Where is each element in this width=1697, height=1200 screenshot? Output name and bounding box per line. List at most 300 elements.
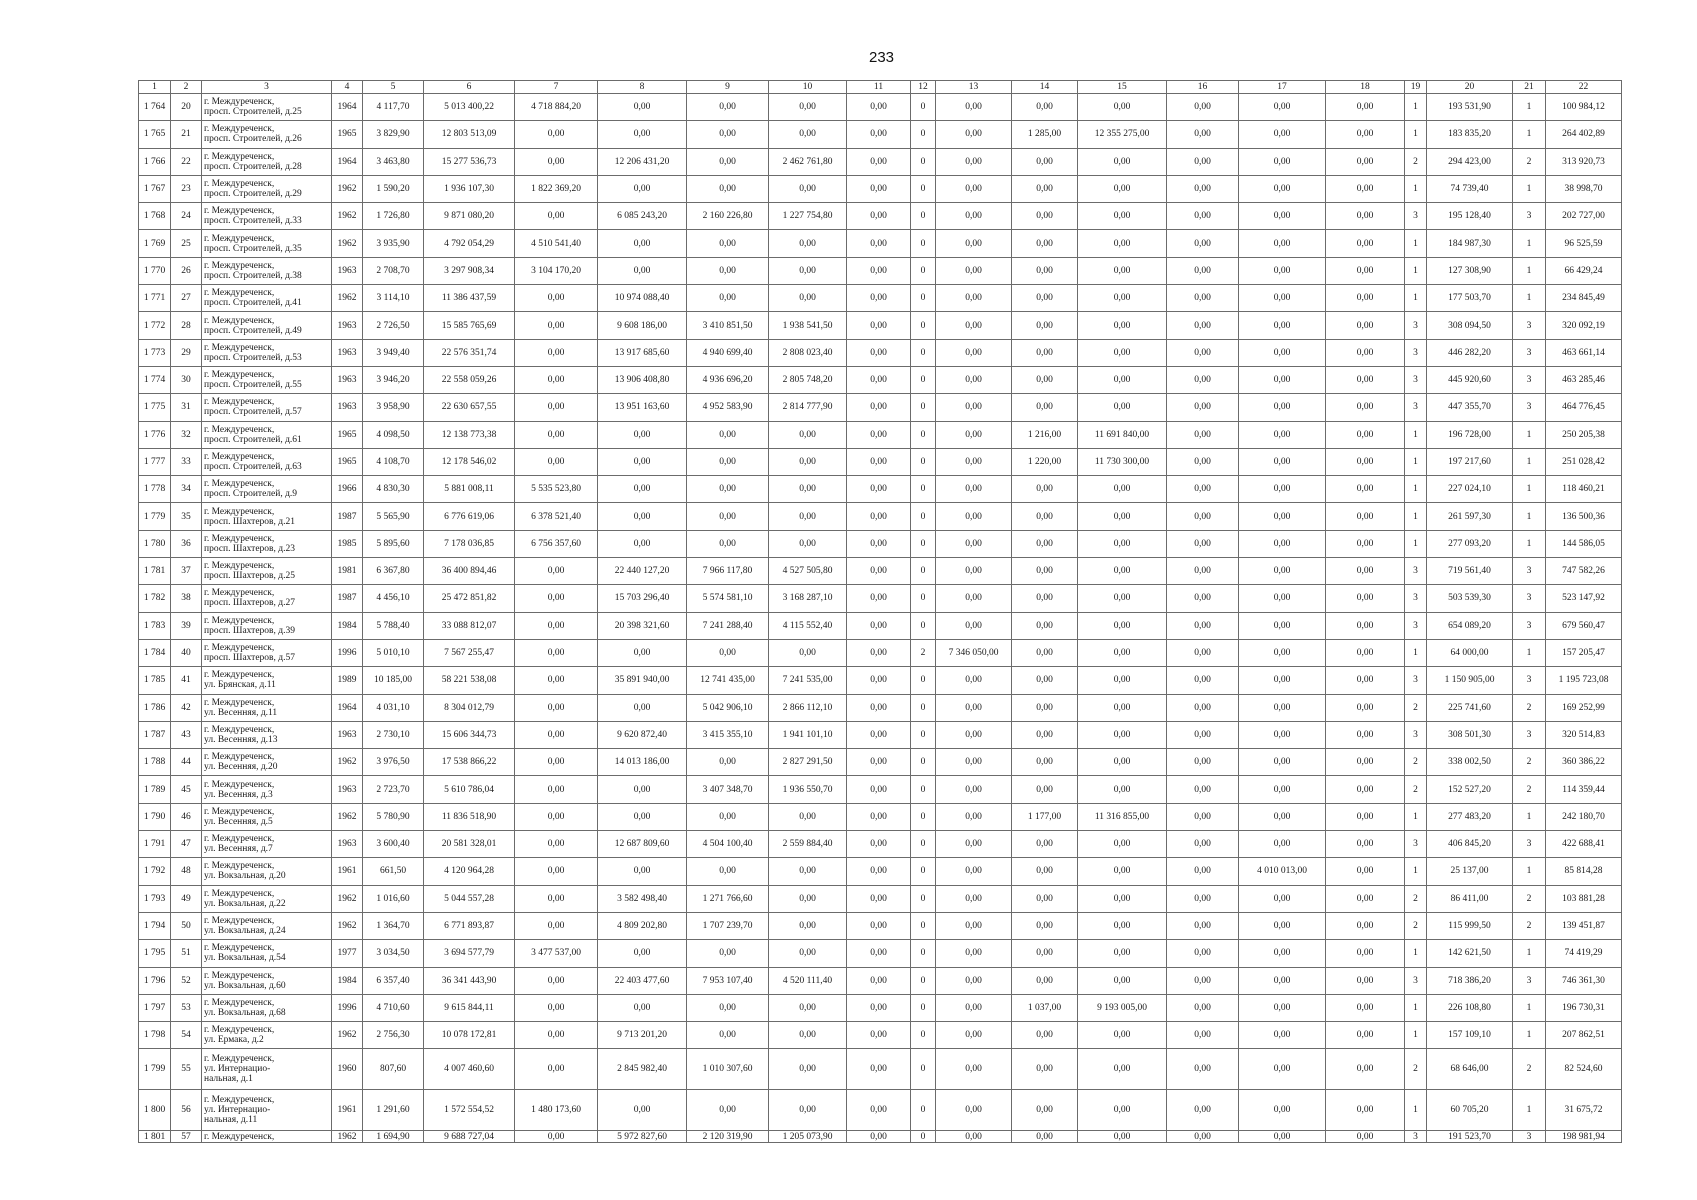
cell-cost-col-9: 0,00 — [687, 994, 769, 1021]
cell-count-col-21: 3 — [1513, 366, 1546, 393]
cell-cost-col-11: 0,00 — [847, 612, 911, 639]
cell-cost-col-20: 226 108,80 — [1427, 994, 1513, 1021]
cell-area: 1 291,60 — [363, 1090, 424, 1131]
cell-cost-col-22: 38 998,70 — [1546, 175, 1622, 202]
cell-total-cost: 22 576 351,74 — [424, 339, 515, 366]
cell-cost-col-7: 3 477 537,00 — [515, 940, 598, 967]
cell-cost-col-15: 0,00 — [1078, 203, 1167, 230]
cell-cost-col-17: 0,00 — [1239, 885, 1326, 912]
cell-area: 661,50 — [363, 858, 424, 885]
cell-cost-col-17: 0,00 — [1239, 257, 1326, 284]
cell-row-index: 1 769 — [139, 230, 171, 257]
cell-item-number: 30 — [171, 366, 202, 393]
cell-total-cost: 25 472 851,82 — [424, 585, 515, 612]
cell-cost-col-13: 0,00 — [936, 1090, 1012, 1131]
cell-cost-col-18: 0,00 — [1326, 1022, 1405, 1049]
cell-cost-col-22: 523 147,92 — [1546, 585, 1622, 612]
cell-count-col-21: 3 — [1513, 1131, 1546, 1143]
cell-count-col-12: 0 — [911, 558, 936, 585]
cell-count-col-19: 1 — [1405, 1022, 1427, 1049]
cell-cost-col-10: 0,00 — [769, 503, 847, 530]
cell-cost-col-16: 0,00 — [1167, 175, 1239, 202]
cell-year-built: 1964 — [332, 148, 363, 175]
cell-cost-col-8: 20 398 321,60 — [598, 612, 687, 639]
cell-row-index: 1 777 — [139, 448, 171, 475]
cell-total-cost: 22 558 059,26 — [424, 366, 515, 393]
cell-cost-col-15: 0,00 — [1078, 831, 1167, 858]
cell-count-col-19: 2 — [1405, 749, 1427, 776]
cell-cost-col-15: 0,00 — [1078, 585, 1167, 612]
table-row — [139, 366, 1622, 393]
cell-count-col-21: 1 — [1513, 476, 1546, 503]
cell-cost-col-20: 718 386,20 — [1427, 967, 1513, 994]
cell-cost-col-10: 0,00 — [769, 121, 847, 148]
cell-cost-col-9: 0,00 — [687, 940, 769, 967]
cell-cost-col-15: 11 316 855,00 — [1078, 803, 1167, 830]
cell-cost-col-17: 0,00 — [1239, 994, 1326, 1021]
cell-total-cost: 9 615 844,11 — [424, 994, 515, 1021]
cell-cost-col-17: 0,00 — [1239, 339, 1326, 366]
cell-count-col-12: 0 — [911, 967, 936, 994]
cell-cost-col-7: 0,00 — [515, 203, 598, 230]
cell-cost-col-11: 0,00 — [847, 312, 911, 339]
cell-cost-col-18: 0,00 — [1326, 776, 1405, 803]
cell-item-number: 44 — [171, 749, 202, 776]
cell-address: г. Междуреченск, ул. Вокзальная, д.24 — [202, 912, 332, 939]
cell-cost-col-10: 0,00 — [769, 94, 847, 121]
cell-cost-col-13: 0,00 — [936, 967, 1012, 994]
cell-count-col-21: 3 — [1513, 831, 1546, 858]
cell-cost-col-9: 3 407 348,70 — [687, 776, 769, 803]
table-row — [139, 967, 1622, 994]
cell-count-col-19: 2 — [1405, 885, 1427, 912]
cell-cost-col-18: 0,00 — [1326, 421, 1405, 448]
cell-cost-col-16: 0,00 — [1167, 203, 1239, 230]
cell-item-number: 56 — [171, 1090, 202, 1131]
cell-year-built: 1984 — [332, 612, 363, 639]
cell-cost-col-22: 250 205,38 — [1546, 421, 1622, 448]
cell-row-index: 1 800 — [139, 1090, 171, 1131]
cell-year-built: 1963 — [332, 366, 363, 393]
cell-cost-col-16: 0,00 — [1167, 448, 1239, 475]
cell-area: 3 935,90 — [363, 230, 424, 257]
cell-row-index: 1 788 — [139, 749, 171, 776]
cell-cost-col-16: 0,00 — [1167, 558, 1239, 585]
cell-cost-col-7: 4 718 884,20 — [515, 94, 598, 121]
cell-address: г. Междуреченск, просп. Шахтеров, д.21 — [202, 503, 332, 530]
cell-cost-col-10: 0,00 — [769, 421, 847, 448]
cell-cost-col-8: 0,00 — [598, 803, 687, 830]
table-row — [139, 639, 1622, 666]
cell-row-index: 1 784 — [139, 639, 171, 666]
cell-year-built: 1977 — [332, 940, 363, 967]
cell-address: г. Междуреченск, ул. Весенняя, д.3 — [202, 776, 332, 803]
cell-cost-col-8: 2 845 982,40 — [598, 1049, 687, 1090]
cell-item-number: 40 — [171, 639, 202, 666]
cell-cost-col-18: 0,00 — [1326, 503, 1405, 530]
cell-cost-col-8: 22 440 127,20 — [598, 558, 687, 585]
cell-cost-col-10: 2 462 761,80 — [769, 148, 847, 175]
cell-count-col-12: 0 — [911, 94, 936, 121]
cell-year-built: 1964 — [332, 94, 363, 121]
cell-cost-col-22: 242 180,70 — [1546, 803, 1622, 830]
cell-count-col-19: 1 — [1405, 530, 1427, 557]
cell-cost-col-10: 2 808 023,40 — [769, 339, 847, 366]
cell-cost-col-10: 3 168 287,10 — [769, 585, 847, 612]
cell-cost-col-9: 2 160 226,80 — [687, 203, 769, 230]
table-row — [139, 312, 1622, 339]
cell-cost-col-16: 0,00 — [1167, 1131, 1239, 1143]
cell-cost-col-8: 9 620 872,40 — [598, 721, 687, 748]
cell-area: 3 958,90 — [363, 394, 424, 421]
cell-cost-col-10: 0,00 — [769, 803, 847, 830]
cell-row-index: 1 783 — [139, 612, 171, 639]
cell-cost-col-8: 13 917 685,60 — [598, 339, 687, 366]
cell-cost-col-16: 0,00 — [1167, 885, 1239, 912]
cell-cost-col-17: 0,00 — [1239, 94, 1326, 121]
table-row — [139, 1090, 1622, 1131]
cell-item-number: 46 — [171, 803, 202, 830]
cell-area: 6 357,40 — [363, 967, 424, 994]
cell-count-col-12: 0 — [911, 858, 936, 885]
cell-count-col-12: 0 — [911, 803, 936, 830]
cell-area: 2 723,70 — [363, 776, 424, 803]
cell-cost-col-17: 0,00 — [1239, 1090, 1326, 1131]
cell-address: г. Междуреченск, ул. Весенняя, д.5 — [202, 803, 332, 830]
cell-total-cost: 36 341 443,90 — [424, 967, 515, 994]
cell-cost-col-17: 0,00 — [1239, 476, 1326, 503]
cell-cost-col-7: 0,00 — [515, 639, 598, 666]
cell-area: 5 788,40 — [363, 612, 424, 639]
cell-cost-col-18: 0,00 — [1326, 721, 1405, 748]
cell-item-number: 55 — [171, 1049, 202, 1090]
cell-cost-col-17: 0,00 — [1239, 503, 1326, 530]
cell-cost-col-15: 0,00 — [1078, 175, 1167, 202]
cell-area: 3 114,10 — [363, 285, 424, 312]
cell-cost-col-18: 0,00 — [1326, 121, 1405, 148]
cell-item-number: 39 — [171, 612, 202, 639]
cell-cost-col-22: 234 845,49 — [1546, 285, 1622, 312]
cell-year-built: 1962 — [332, 175, 363, 202]
data-table — [138, 80, 1622, 1143]
cell-address: г. Междуреченск, просп. Строителей, д.57 — [202, 394, 332, 421]
cell-cost-col-20: 1 150 905,00 — [1427, 667, 1513, 694]
cell-cost-col-16: 0,00 — [1167, 257, 1239, 284]
cell-cost-col-7: 0,00 — [515, 667, 598, 694]
cell-item-number: 24 — [171, 203, 202, 230]
cell-cost-col-13: 0,00 — [936, 1049, 1012, 1090]
cell-total-cost: 1 936 107,30 — [424, 175, 515, 202]
cell-area: 3 600,40 — [363, 831, 424, 858]
cell-cost-col-8: 12 206 431,20 — [598, 148, 687, 175]
cell-cost-col-8: 0,00 — [598, 503, 687, 530]
cell-year-built: 1962 — [332, 285, 363, 312]
cell-cost-col-22: 196 730,31 — [1546, 994, 1622, 1021]
cell-cost-col-18: 0,00 — [1326, 667, 1405, 694]
table-row — [139, 476, 1622, 503]
cell-cost-col-9: 0,00 — [687, 148, 769, 175]
cell-total-cost: 11 836 518,90 — [424, 803, 515, 830]
cell-cost-col-22: 31 675,72 — [1546, 1090, 1622, 1131]
cell-cost-col-10: 0,00 — [769, 994, 847, 1021]
cell-cost-col-18: 0,00 — [1326, 749, 1405, 776]
cell-value-col-14: 0,00 — [1012, 694, 1078, 721]
cell-cost-col-17: 0,00 — [1239, 803, 1326, 830]
cell-address: г. Междуреченск, просп. Строителей, д.63 — [202, 448, 332, 475]
column-header-21: 21 — [1513, 81, 1546, 94]
cell-cost-col-16: 0,00 — [1167, 667, 1239, 694]
cell-cost-col-10: 0,00 — [769, 639, 847, 666]
table-row — [139, 394, 1622, 421]
cell-cost-col-10: 4 527 505,80 — [769, 558, 847, 585]
cell-cost-col-11: 0,00 — [847, 967, 911, 994]
cell-year-built: 1963 — [332, 776, 363, 803]
cell-count-col-12: 0 — [911, 721, 936, 748]
table-row — [139, 721, 1622, 748]
cell-cost-col-18: 0,00 — [1326, 1049, 1405, 1090]
cell-cost-col-13: 0,00 — [936, 94, 1012, 121]
cell-cost-col-18: 0,00 — [1326, 257, 1405, 284]
cell-area: 6 367,80 — [363, 558, 424, 585]
cell-cost-col-13: 0,00 — [936, 285, 1012, 312]
cell-year-built: 1985 — [332, 530, 363, 557]
cell-cost-col-11: 0,00 — [847, 285, 911, 312]
cell-row-index: 1 789 — [139, 776, 171, 803]
cell-cost-col-16: 0,00 — [1167, 394, 1239, 421]
cell-cost-col-17: 0,00 — [1239, 831, 1326, 858]
cell-cost-col-20: 142 621,50 — [1427, 940, 1513, 967]
cell-year-built: 1962 — [332, 749, 363, 776]
cell-area: 4 710,60 — [363, 994, 424, 1021]
cell-cost-col-22: 251 028,42 — [1546, 448, 1622, 475]
cell-cost-col-20: 183 835,20 — [1427, 121, 1513, 148]
cell-cost-col-16: 0,00 — [1167, 912, 1239, 939]
cell-value-col-14: 0,00 — [1012, 831, 1078, 858]
cell-cost-col-9: 0,00 — [687, 803, 769, 830]
cell-total-cost: 4 120 964,28 — [424, 858, 515, 885]
cell-cost-col-15: 0,00 — [1078, 148, 1167, 175]
cell-cost-col-15: 0,00 — [1078, 885, 1167, 912]
cell-cost-col-16: 0,00 — [1167, 803, 1239, 830]
cell-cost-col-7: 0,00 — [515, 776, 598, 803]
cell-value-col-14: 0,00 — [1012, 312, 1078, 339]
table-row — [139, 940, 1622, 967]
cell-cost-col-18: 0,00 — [1326, 476, 1405, 503]
cell-cost-col-9: 5 042 906,10 — [687, 694, 769, 721]
cell-cost-col-11: 0,00 — [847, 366, 911, 393]
cell-address: г. Междуреченск, просп. Строителей, д.33 — [202, 203, 332, 230]
cell-cost-col-20: 193 531,90 — [1427, 94, 1513, 121]
cell-cost-col-9: 7 966 117,80 — [687, 558, 769, 585]
cell-cost-col-15: 0,00 — [1078, 776, 1167, 803]
cell-count-col-19: 3 — [1405, 1131, 1427, 1143]
cell-cost-col-17: 0,00 — [1239, 967, 1326, 994]
cell-cost-col-8: 3 582 498,40 — [598, 885, 687, 912]
cell-cost-col-13: 0,00 — [936, 612, 1012, 639]
cell-cost-col-9: 4 952 583,90 — [687, 394, 769, 421]
cell-area: 4 830,30 — [363, 476, 424, 503]
cell-cost-col-22: 202 727,00 — [1546, 203, 1622, 230]
cell-cost-col-10: 0,00 — [769, 940, 847, 967]
cell-item-number: 45 — [171, 776, 202, 803]
cell-cost-col-17: 0,00 — [1239, 448, 1326, 475]
cell-cost-col-7: 0,00 — [515, 612, 598, 639]
cell-cost-col-7: 0,00 — [515, 1049, 598, 1090]
table-row — [139, 121, 1622, 148]
cell-count-col-12: 0 — [911, 339, 936, 366]
cell-cost-col-11: 0,00 — [847, 912, 911, 939]
cell-item-number: 21 — [171, 121, 202, 148]
cell-count-col-12: 0 — [911, 831, 936, 858]
cell-year-built: 1963 — [332, 394, 363, 421]
cell-cost-col-20: 115 999,50 — [1427, 912, 1513, 939]
cell-cost-col-10: 4 520 111,40 — [769, 967, 847, 994]
cell-cost-col-10: 0,00 — [769, 230, 847, 257]
cell-count-col-12: 0 — [911, 203, 936, 230]
cell-year-built: 1963 — [332, 831, 363, 858]
cell-cost-col-10: 0,00 — [769, 1049, 847, 1090]
column-header-4: 4 — [332, 81, 363, 94]
cell-count-col-19: 3 — [1405, 831, 1427, 858]
cell-cost-col-18: 0,00 — [1326, 230, 1405, 257]
cell-cost-col-20: 654 089,20 — [1427, 612, 1513, 639]
cell-cost-col-11: 0,00 — [847, 694, 911, 721]
cell-address: г. Междуреченск, ул. Вокзальная, д.54 — [202, 940, 332, 967]
column-header-10: 10 — [769, 81, 847, 94]
cell-cost-col-20: 447 355,70 — [1427, 394, 1513, 421]
cell-cost-col-18: 0,00 — [1326, 285, 1405, 312]
cell-cost-col-13: 0,00 — [936, 503, 1012, 530]
cell-cost-col-17: 0,00 — [1239, 312, 1326, 339]
cell-cost-col-10: 0,00 — [769, 912, 847, 939]
cell-row-index: 1 801 — [139, 1131, 171, 1143]
cell-count-col-21: 2 — [1513, 1049, 1546, 1090]
cell-count-col-12: 0 — [911, 694, 936, 721]
cell-value-col-14: 0,00 — [1012, 366, 1078, 393]
cell-year-built: 1963 — [332, 312, 363, 339]
cell-count-col-21: 1 — [1513, 503, 1546, 530]
cell-total-cost: 20 581 328,01 — [424, 831, 515, 858]
cell-value-col-14: 0,00 — [1012, 230, 1078, 257]
cell-cost-col-13: 0,00 — [936, 858, 1012, 885]
table-row — [139, 994, 1622, 1021]
cell-cost-col-7: 0,00 — [515, 121, 598, 148]
cell-count-col-21: 1 — [1513, 858, 1546, 885]
cell-count-col-12: 0 — [911, 285, 936, 312]
cell-cost-col-7: 4 510 541,40 — [515, 230, 598, 257]
table-row — [139, 1049, 1622, 1090]
cell-count-col-21: 1 — [1513, 257, 1546, 284]
column-number-row — [139, 81, 1622, 94]
cell-cost-col-17: 0,00 — [1239, 667, 1326, 694]
table-row — [139, 175, 1622, 202]
cell-count-col-12: 0 — [911, 503, 936, 530]
table-row — [139, 1022, 1622, 1049]
cell-year-built: 1981 — [332, 558, 363, 585]
cell-cost-col-15: 0,00 — [1078, 339, 1167, 366]
cell-address: г. Междуреченск, ул. Ермака, д.2 — [202, 1022, 332, 1049]
cell-cost-col-13: 0,00 — [936, 121, 1012, 148]
cell-cost-col-16: 0,00 — [1167, 639, 1239, 666]
cell-total-cost: 6 776 619,06 — [424, 503, 515, 530]
cell-value-col-14: 0,00 — [1012, 476, 1078, 503]
cell-address: г. Междуреченск, просп. Строителей, д.29 — [202, 175, 332, 202]
cell-count-col-21: 2 — [1513, 912, 1546, 939]
cell-cost-col-16: 0,00 — [1167, 694, 1239, 721]
cell-count-col-21: 2 — [1513, 776, 1546, 803]
cell-cost-col-10: 0,00 — [769, 448, 847, 475]
cell-count-col-21: 1 — [1513, 803, 1546, 830]
cell-year-built: 1964 — [332, 694, 363, 721]
cell-cost-col-7: 6 378 521,40 — [515, 503, 598, 530]
column-header-11: 11 — [847, 81, 911, 94]
cell-cost-col-16: 0,00 — [1167, 967, 1239, 994]
cell-cost-col-11: 0,00 — [847, 885, 911, 912]
cell-item-number: 20 — [171, 94, 202, 121]
cell-count-col-21: 3 — [1513, 339, 1546, 366]
column-header-9: 9 — [687, 81, 769, 94]
cell-cost-col-20: 261 597,30 — [1427, 503, 1513, 530]
cell-cost-col-9: 0,00 — [687, 285, 769, 312]
cell-cost-col-9: 0,00 — [687, 1090, 769, 1131]
cell-cost-col-22: 103 881,28 — [1546, 885, 1622, 912]
cell-cost-col-13: 0,00 — [936, 257, 1012, 284]
cell-address: г. Междуреченск, просп. Шахтеров, д.27 — [202, 585, 332, 612]
cell-area: 3 829,90 — [363, 121, 424, 148]
table-row — [139, 831, 1622, 858]
cell-cost-col-13: 0,00 — [936, 749, 1012, 776]
cell-item-number: 47 — [171, 831, 202, 858]
cell-cost-col-8: 0,00 — [598, 940, 687, 967]
cell-count-col-21: 3 — [1513, 312, 1546, 339]
cell-cost-col-9: 7 241 288,40 — [687, 612, 769, 639]
cell-cost-col-17: 0,00 — [1239, 230, 1326, 257]
cell-cost-col-9: 3 410 851,50 — [687, 312, 769, 339]
cell-count-col-19: 1 — [1405, 503, 1427, 530]
cell-row-index: 1 775 — [139, 394, 171, 421]
cell-cost-col-20: 177 503,70 — [1427, 285, 1513, 312]
cell-item-number: 31 — [171, 394, 202, 421]
cell-area: 1 016,60 — [363, 885, 424, 912]
cell-cost-col-16: 0,00 — [1167, 121, 1239, 148]
cell-cost-col-11: 0,00 — [847, 175, 911, 202]
cell-cost-col-15: 0,00 — [1078, 94, 1167, 121]
cell-cost-col-18: 0,00 — [1326, 148, 1405, 175]
cell-year-built: 1987 — [332, 585, 363, 612]
cell-cost-col-11: 0,00 — [847, 448, 911, 475]
cell-cost-col-8: 5 972 827,60 — [598, 1131, 687, 1143]
cell-cost-col-18: 0,00 — [1326, 1090, 1405, 1131]
cell-value-col-14: 0,00 — [1012, 776, 1078, 803]
cell-cost-col-22: 360 386,22 — [1546, 749, 1622, 776]
cell-cost-col-20: 25 137,00 — [1427, 858, 1513, 885]
cell-count-col-12: 0 — [911, 585, 936, 612]
cell-cost-col-18: 0,00 — [1326, 558, 1405, 585]
cell-row-index: 1 773 — [139, 339, 171, 366]
cell-total-cost: 15 585 765,69 — [424, 312, 515, 339]
cell-cost-col-7: 0,00 — [515, 694, 598, 721]
cell-area: 1 364,70 — [363, 912, 424, 939]
cell-cost-col-16: 0,00 — [1167, 148, 1239, 175]
cell-area: 5 010,10 — [363, 639, 424, 666]
cell-cost-col-7: 0,00 — [515, 312, 598, 339]
cell-cost-col-13: 0,00 — [936, 1131, 1012, 1143]
cell-cost-col-13: 0,00 — [936, 448, 1012, 475]
cell-area: 10 185,00 — [363, 667, 424, 694]
cell-cost-col-9: 0,00 — [687, 94, 769, 121]
cell-count-col-19: 1 — [1405, 175, 1427, 202]
cell-cost-col-17: 0,00 — [1239, 612, 1326, 639]
